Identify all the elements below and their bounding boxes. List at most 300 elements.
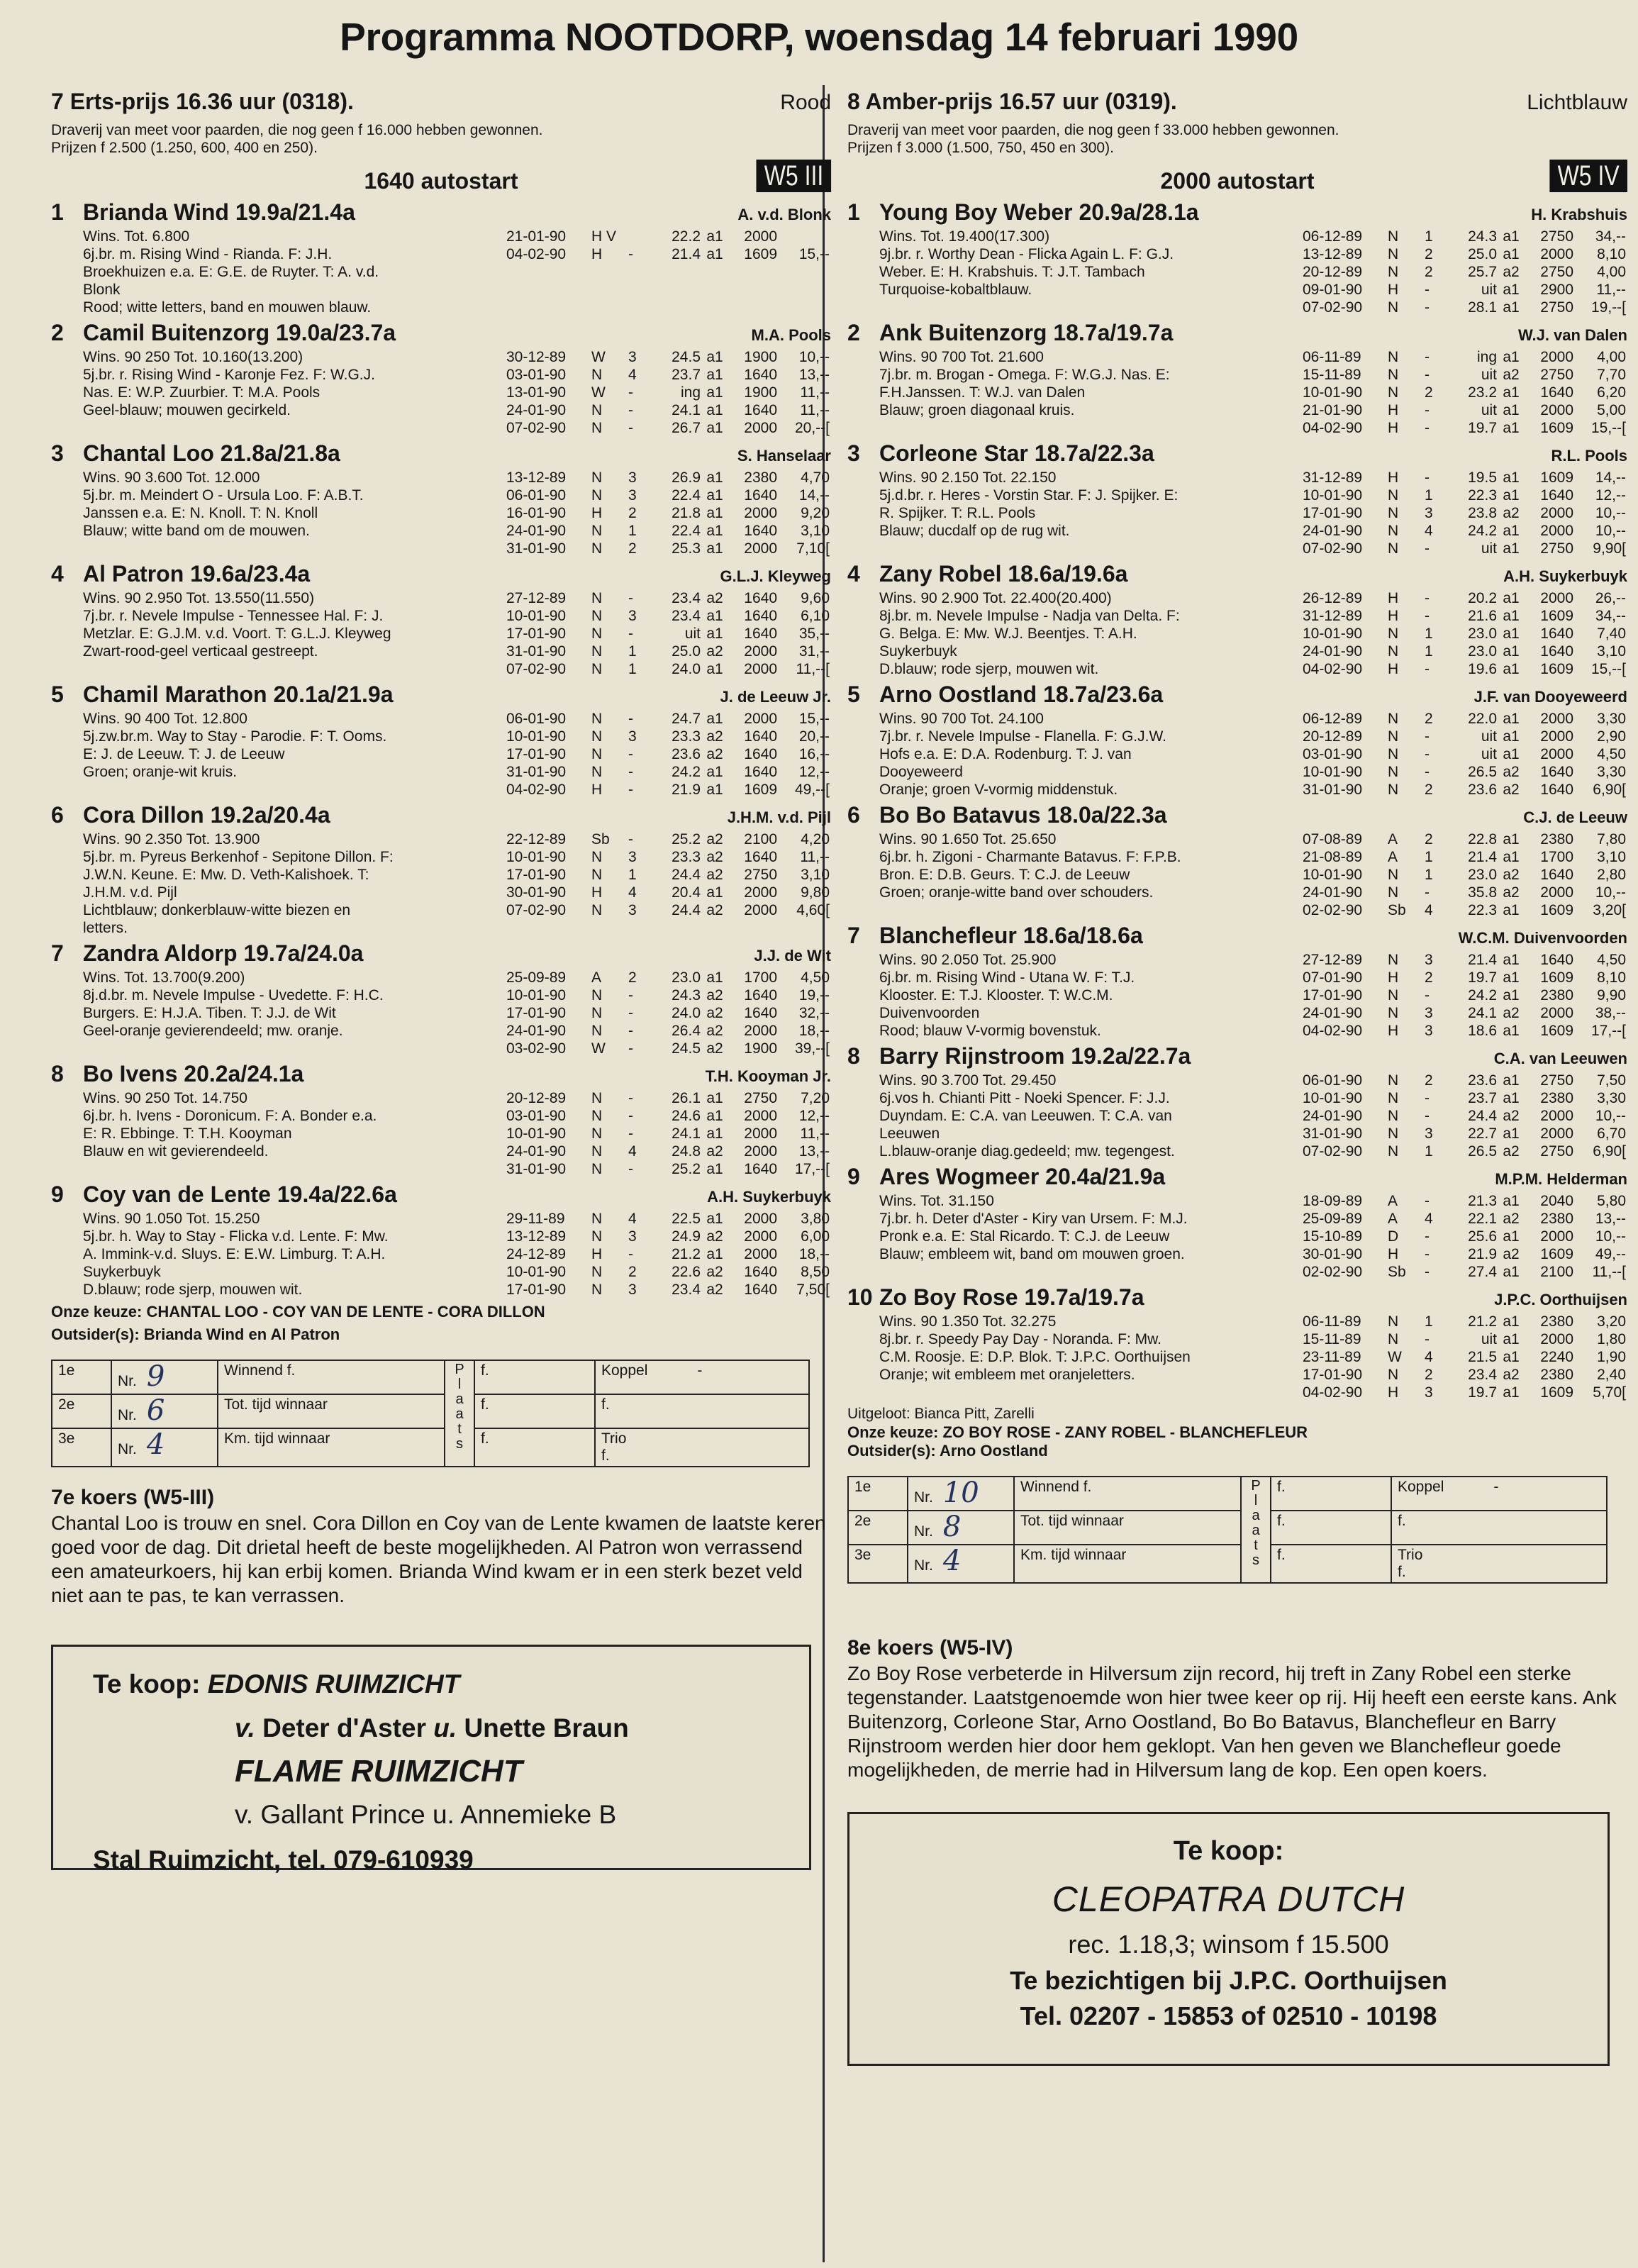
run-row <box>1303 625 1627 643</box>
horse-details <box>51 589 831 678</box>
run-cell: - <box>628 590 633 606</box>
horse-name-text: Bo Ivens 20.2a/24.1a <box>83 1061 304 1086</box>
plaats-field[interactable]: f. <box>474 1428 595 1467</box>
run-cell: 4,50 <box>1597 952 1626 968</box>
run-cell: 10-01-90 <box>1303 384 1363 401</box>
koppel-value[interactable]: f. <box>595 1394 809 1428</box>
run-cell: 2000 <box>1540 1228 1573 1245</box>
run-cell: - <box>1425 1193 1430 1209</box>
info-line: Lichtblauw; donkerblauw-witte biezen en <box>83 902 351 918</box>
nr-cell[interactable]: Nr. 8 <box>908 1511 1014 1545</box>
run-cell: - <box>1425 746 1430 762</box>
horse-header <box>847 802 1627 830</box>
run-cell: a1 <box>706 1211 723 1227</box>
run-cell: N <box>1388 1367 1399 1383</box>
run-cell: a1 <box>706 764 723 780</box>
run-cell: 15-11-89 <box>1303 1331 1361 1347</box>
run-row <box>1303 263 1627 281</box>
run-cell: a2 <box>1503 1143 1520 1160</box>
run-cell: a2 <box>1503 505 1520 521</box>
run-cell: a1 <box>1503 643 1520 660</box>
run-cell: 2750 <box>744 867 777 883</box>
recent-runs <box>1303 951 1627 1040</box>
recent-runs <box>506 830 831 937</box>
run-row <box>1303 228 1627 245</box>
horse-name-text: Ank Buitenzorg 18.7a/19.7a <box>879 320 1174 345</box>
run-cell: a1 <box>1503 1090 1520 1106</box>
run-cell: a1 <box>1503 711 1520 727</box>
plaats-label: P l a a t s <box>445 1360 474 1467</box>
run-cell: 2000 <box>744 1108 777 1124</box>
horse-details <box>51 710 831 799</box>
run-cell: 15-10-89 <box>1303 1228 1363 1245</box>
run-cell: 7,80 <box>1597 831 1626 847</box>
run-cell: 26.1 <box>672 1090 701 1106</box>
nr-cell[interactable]: Nr. 9 <box>111 1360 218 1394</box>
run-cell: 15,--[ <box>1590 661 1626 677</box>
run-cell: 4 <box>1425 1349 1433 1365</box>
nr-cell[interactable]: Nr. 10 <box>908 1477 1014 1511</box>
run-cell: H <box>1388 1246 1399 1262</box>
recent-runs <box>1303 589 1627 678</box>
run-cell: - <box>628 246 633 262</box>
run-cell: 1640 <box>744 764 777 780</box>
run-cell: W <box>591 384 606 401</box>
trainer-name: A.H. Suykerbuyk <box>1503 567 1627 585</box>
run-cell: 6,20 <box>1597 384 1626 401</box>
run-cell: H V <box>591 228 617 245</box>
run-cell: a1 <box>1503 661 1520 677</box>
run-cell: 06-11-89 <box>1303 349 1361 365</box>
run-cell: H <box>1388 661 1399 677</box>
horse-header <box>51 682 831 710</box>
run-row <box>506 1228 831 1245</box>
run-row <box>1303 1210 1627 1228</box>
run-row <box>506 504 831 522</box>
recent-runs <box>1303 1313 1627 1401</box>
run-cell: 17-01-90 <box>1303 505 1363 521</box>
run-row <box>1303 504 1627 522</box>
run-cell: a1 <box>1503 228 1520 245</box>
run-cell: 13,-- <box>798 367 830 383</box>
total-time-label: Tot. tijd winnaar <box>1014 1511 1241 1545</box>
run-cell: 3,20[ <box>1593 902 1626 918</box>
run-row <box>1303 1366 1627 1384</box>
run-cell: a1 <box>706 523 723 539</box>
run-cell: 21.4 <box>672 246 701 262</box>
horse-name <box>847 923 1143 949</box>
run-cell: 10,-- <box>798 349 830 365</box>
run-cell: 26,-- <box>1595 590 1626 606</box>
horse-entry <box>51 199 831 316</box>
nr-cell[interactable]: Nr. 6 <box>111 1394 218 1428</box>
run-cell: N <box>1388 1090 1399 1106</box>
recent-runs <box>506 1089 831 1178</box>
horse-number: 6 <box>51 802 64 828</box>
run-cell: N <box>1388 228 1399 245</box>
run-row <box>1303 1384 1627 1401</box>
run-cell: a1 <box>706 367 723 383</box>
run-row <box>1303 901 1627 919</box>
run-cell: 27-12-89 <box>506 590 567 606</box>
handwritten-number: 6 <box>146 1394 165 1427</box>
run-cell: 24.6 <box>672 1108 701 1124</box>
run-cell: 2000 <box>1540 402 1573 418</box>
run-cell: 1640 <box>1540 764 1573 780</box>
run-cell: 6,70 <box>1597 1125 1626 1142</box>
run-cell: 21-01-90 <box>506 228 567 245</box>
nr-cell[interactable]: Nr. 4 <box>111 1428 218 1467</box>
run-cell: a1 <box>1503 299 1520 316</box>
run-cell: 10-01-90 <box>506 1264 567 1280</box>
run-cell: 6,90[ <box>1593 782 1626 798</box>
plaats-field[interactable]: f. <box>1271 1511 1391 1545</box>
run-cell: a1 <box>706 349 723 365</box>
run-cell: - <box>628 1161 633 1177</box>
run-cell: 2 <box>1425 782 1433 798</box>
run-cell: a1 <box>1503 523 1520 539</box>
info-line: Wins. Tot. 31.150 <box>879 1193 994 1209</box>
run-cell: - <box>628 782 633 798</box>
withdrawn: Uitgeloot: Bianca Pitt, Zarelli <box>847 1406 1035 1422</box>
run-row <box>506 969 831 986</box>
run-cell: 1 <box>1425 228 1433 245</box>
run-cell: 24.8 <box>672 1143 701 1160</box>
info-line: 8j.br. m. Nevele Impulse - Nadja van Delta. F: <box>879 608 1180 624</box>
horse-name-text: Arno Oostland 18.7a/23.6a <box>879 682 1164 707</box>
run-row <box>1303 986 1627 1004</box>
run-cell: 22.4 <box>672 487 701 504</box>
info-line: Blauw; witte band om de mouwen. <box>83 523 310 539</box>
outsiders: Outsider(s): Brianda Wind en Al Patron <box>51 1325 340 1343</box>
trio-field[interactable]: Trio f. <box>1391 1545 1607 1583</box>
run-row <box>506 228 831 245</box>
run-cell: Sb <box>1388 1264 1406 1280</box>
horse-name <box>847 802 1167 828</box>
run-cell: a1 <box>1503 1072 1520 1089</box>
run-cell: 4,20 <box>801 831 830 847</box>
horse-number: 9 <box>51 1182 64 1207</box>
run-cell: 24-01-90 <box>1303 1108 1363 1124</box>
run-cell: 22.5 <box>672 1211 701 1227</box>
run-cell: 1 <box>628 643 637 660</box>
run-cell: 3 <box>1425 1384 1433 1401</box>
info-line: Blauw; embleem wit, band om mouwen groen. <box>879 1246 1185 1262</box>
run-row <box>506 419 831 437</box>
run-cell: N <box>591 523 603 539</box>
run-cell: 26.9 <box>672 469 701 486</box>
run-cell: H <box>591 782 603 798</box>
run-cell: 28.1 <box>1468 299 1497 316</box>
run-cell: 4 <box>628 1143 637 1160</box>
run-cell: 13-12-89 <box>506 1228 567 1245</box>
run-cell: 23.2 <box>1468 384 1497 401</box>
run-cell: N <box>591 1108 603 1124</box>
info-line: J.H.M. v.d. Pijl <box>83 884 177 901</box>
run-cell: a1 <box>1503 952 1520 968</box>
ad-horse: CLEOPATRA DUTCH <box>1052 1879 1405 1919</box>
run-cell: 2380 <box>1540 1313 1573 1330</box>
analysis-title: 7e koers (W5-III) <box>51 1486 215 1509</box>
run-cell: uit <box>1481 282 1497 298</box>
run-cell: N <box>591 626 603 642</box>
run-cell: 19.6 <box>1468 661 1497 677</box>
plaats-field[interactable]: f. <box>474 1394 595 1428</box>
horse-info <box>847 1313 1303 1401</box>
race-7-column <box>51 89 831 1874</box>
horse-details <box>847 1192 1627 1281</box>
run-cell: 1700 <box>1540 849 1573 865</box>
run-cell: - <box>1425 469 1430 486</box>
run-cell: N <box>591 867 603 883</box>
run-cell: 24-12-89 <box>506 1246 567 1262</box>
run-cell: 17-01-90 <box>506 746 567 762</box>
run-cell: 24-01-90 <box>1303 1005 1363 1021</box>
run-cell: 3,80 <box>801 1211 830 1227</box>
run-cell: a1 <box>1503 1264 1520 1280</box>
horse-entry <box>847 802 1627 919</box>
horse-name-text: Zo Boy Rose 19.7a/19.7a <box>879 1284 1144 1310</box>
run-cell: 07-02-90 <box>506 661 567 677</box>
run-cell: - <box>628 1090 633 1106</box>
run-cell: 5,70[ <box>1593 1384 1626 1401</box>
run-cell: A <box>1388 1211 1398 1227</box>
pos-cell: 1e <box>848 1477 908 1511</box>
run-cell: a1 <box>1503 728 1520 745</box>
run-cell: 2000 <box>744 884 777 901</box>
handwritten-number: 9 <box>146 1360 165 1393</box>
horse-details <box>847 830 1627 919</box>
horse-number: 7 <box>51 940 64 966</box>
run-cell: N <box>591 590 603 606</box>
run-cell: 12,-- <box>1595 487 1626 504</box>
run-cell: 3 <box>628 1282 637 1298</box>
run-cell: a2 <box>706 867 723 883</box>
run-cell: 19,--[ <box>1590 299 1626 316</box>
recent-runs <box>506 710 831 799</box>
run-cell: a1 <box>1503 384 1520 401</box>
run-cell: 2750 <box>1540 1143 1573 1160</box>
horse-number: 7 <box>847 923 860 948</box>
run-cell: 7,50[ <box>796 1282 830 1298</box>
run-cell: 31-01-90 <box>1303 1125 1363 1142</box>
trainer-name: W.C.M. Duivenvoorden <box>1458 929 1627 947</box>
outsiders: Outsider(s): Arno Oostland <box>847 1442 1048 1460</box>
run-row <box>1303 366 1627 384</box>
run-cell: - <box>1425 728 1430 745</box>
run-cell: 2000 <box>744 1143 777 1160</box>
run-cell: 30-01-90 <box>506 884 567 901</box>
run-cell: - <box>1425 661 1430 677</box>
horse-name <box>847 320 1173 346</box>
run-row <box>506 348 831 366</box>
run-cell: a1 <box>1503 469 1520 486</box>
run-cell: N <box>1388 349 1399 365</box>
horse-name <box>51 802 330 828</box>
info-line: D.blauw; rode sjerp, mouwen wit. <box>879 661 1099 677</box>
race-8-column <box>847 89 1627 2066</box>
run-cell: N <box>591 1125 603 1142</box>
ad-label: Te koop: <box>93 1669 201 1699</box>
run-cell: 7,10[ <box>796 540 830 557</box>
info-line: L.blauw-oranje diag.gedeeld; mw. tegengest. <box>879 1143 1175 1160</box>
run-cell: 2000 <box>744 711 777 727</box>
info-line: C.M. Roosje. E: D.P. Blok. T: J.P.C. Oorthuijsen <box>879 1349 1191 1365</box>
run-cell: H <box>1388 402 1399 418</box>
run-cell: - <box>628 1040 633 1057</box>
race-color: Lichtblauw <box>1527 91 1627 114</box>
recent-runs <box>1303 710 1627 799</box>
run-cell: 1700 <box>744 969 777 986</box>
run-cell: 25.2 <box>672 1161 701 1177</box>
run-cell: 07-02-90 <box>1303 540 1363 557</box>
info-line: 6j.br. m. Rising Wind - Rianda. F: J.H. <box>83 246 333 262</box>
run-row <box>506 1022 831 1040</box>
run-cell: 20-12-89 <box>1303 728 1363 745</box>
run-cell: 3,30 <box>1597 1090 1626 1106</box>
run-cell: N <box>1388 367 1399 383</box>
info-line: Blonk <box>83 282 121 298</box>
run-cell: 1640 <box>1540 487 1573 504</box>
run-cell: N <box>591 420 603 436</box>
run-row <box>1303 469 1627 487</box>
run-cell: 20,-- <box>798 728 830 745</box>
run-cell: 07-02-90 <box>506 420 567 436</box>
run-cell: 2100 <box>1540 1264 1573 1280</box>
run-cell: 31-01-90 <box>1303 782 1363 798</box>
horse-name <box>847 561 1127 587</box>
run-cell: 02-02-90 <box>1303 902 1363 918</box>
run-cell: a1 <box>1503 402 1520 418</box>
run-cell: 2000 <box>744 1211 777 1227</box>
run-cell: 10-01-90 <box>1303 764 1363 780</box>
run-cell: - <box>628 1125 633 1142</box>
horse-header <box>847 199 1627 228</box>
info-line: Nas. E: W.P. Zuurbier. T: M.A. Pools <box>83 384 321 401</box>
plaats-field[interactable]: f. <box>474 1360 595 1394</box>
trainer-name: H. Krabshuis <box>1531 206 1627 223</box>
run-cell: N <box>1388 1125 1399 1142</box>
run-cell: - <box>1425 299 1430 316</box>
trainer-name: G.L.J. Kleyweg <box>720 567 831 585</box>
run-cell: 9,80 <box>801 884 830 901</box>
run-cell: 2100 <box>744 831 777 847</box>
run-row <box>1303 866 1627 884</box>
run-cell: a2 <box>706 746 723 762</box>
horse-header <box>847 561 1627 589</box>
run-cell: 13-12-89 <box>1303 246 1363 262</box>
run-cell: 11,-- <box>1596 282 1626 298</box>
horse-name-text: Camil Buitenzorg 19.0a/23.7a <box>83 320 396 345</box>
plaats-field[interactable]: f. <box>1271 1477 1391 1511</box>
run-cell: N <box>1388 523 1399 539</box>
run-cell: 8,10 <box>1597 246 1626 262</box>
run-cell: a2 <box>1503 782 1520 798</box>
horse-header <box>51 1182 831 1210</box>
run-cell: 1640 <box>744 1005 777 1021</box>
horse-info <box>847 710 1303 799</box>
plaats-label: P l a a t s <box>1241 1477 1271 1583</box>
run-cell: - <box>1425 402 1430 418</box>
run-cell: 24.2 <box>1468 523 1497 539</box>
run-cell: a2 <box>706 831 723 847</box>
info-line: Duivenvoorden <box>879 1005 980 1021</box>
run-cell: 2000 <box>1540 1331 1573 1347</box>
run-row <box>506 866 831 884</box>
horse-details <box>847 710 1627 799</box>
run-cell: 14,-- <box>1595 469 1626 486</box>
info-line: Leeuwen <box>879 1125 940 1142</box>
run-cell: 2380 <box>1540 1090 1573 1106</box>
run-cell: 18.6 <box>1468 1023 1497 1039</box>
horse-entry <box>847 923 1627 1040</box>
run-row <box>1303 384 1627 401</box>
run-cell: N <box>1388 540 1399 557</box>
run-cell: a1 <box>1503 849 1520 865</box>
horse-name <box>847 1284 1144 1311</box>
run-cell: 1640 <box>1540 643 1573 660</box>
horse-name <box>847 1043 1191 1069</box>
run-cell: a1 <box>706 782 723 798</box>
run-cell: a1 <box>1503 1331 1520 1347</box>
run-cell: 02-02-90 <box>1303 1264 1363 1280</box>
run-cell: a1 <box>1503 1349 1520 1365</box>
run-cell: 2380 <box>1540 1211 1573 1227</box>
nr-cell[interactable]: Nr. 4 <box>908 1545 1014 1583</box>
info-line: 6j.br. m. Rising Wind - Utana W. F: T.J. <box>879 969 1135 986</box>
run-cell: 3 <box>1425 1005 1433 1021</box>
trio-field[interactable]: Trio f. <box>595 1428 809 1467</box>
horse-list <box>51 199 831 1299</box>
horse-details <box>847 589 1627 678</box>
run-cell: a2 <box>1503 1211 1520 1227</box>
run-cell: - <box>628 420 633 436</box>
horse-info <box>51 348 506 437</box>
run-cell: 3 <box>1425 505 1433 521</box>
run-cell: H <box>1388 1384 1399 1401</box>
run-cell: 22.6 <box>672 1264 701 1280</box>
ad-label: Te koop: <box>1173 1836 1284 1866</box>
horse-number: 1 <box>51 199 64 225</box>
run-cell: 22-12-89 <box>506 831 567 847</box>
run-row <box>506 660 831 678</box>
horse-details <box>51 830 831 937</box>
koppel-value[interactable]: f. <box>1391 1511 1607 1545</box>
info-line: 5j.br. h. Way to Stay - Flicka v.d. Lente. F: Mw. <box>83 1228 389 1245</box>
koppel-field[interactable]: Koppel - <box>1391 1477 1607 1511</box>
run-cell: 10-01-90 <box>506 987 567 1004</box>
run-cell: N <box>591 711 603 727</box>
run-cell: N <box>591 643 603 660</box>
plaats-field[interactable]: f. <box>1271 1545 1391 1583</box>
trainer-name: J.F. van Dooyeweerd <box>1473 688 1627 706</box>
run-row <box>506 1281 831 1299</box>
horse-header <box>847 923 1627 951</box>
run-row <box>1303 348 1627 366</box>
run-cell: a1 <box>706 228 723 245</box>
info-line: A. Immink-v.d. Sluys. E: E.W. Limburg. T: A.H. <box>83 1246 386 1262</box>
koppel-field[interactable]: Koppel - <box>595 1360 809 1394</box>
run-cell: 27-12-89 <box>1303 952 1363 968</box>
run-cell: 38,-- <box>1595 1005 1626 1021</box>
horse-header <box>847 1164 1627 1192</box>
run-cell: 2 <box>628 969 637 986</box>
km-time-label: Km. tijd winnaar <box>1014 1545 1241 1583</box>
run-cell: 27.4 <box>1468 1264 1497 1280</box>
run-cell: 1609 <box>744 782 777 798</box>
run-cell: 11,-- <box>800 1125 830 1142</box>
run-cell: N <box>591 746 603 762</box>
